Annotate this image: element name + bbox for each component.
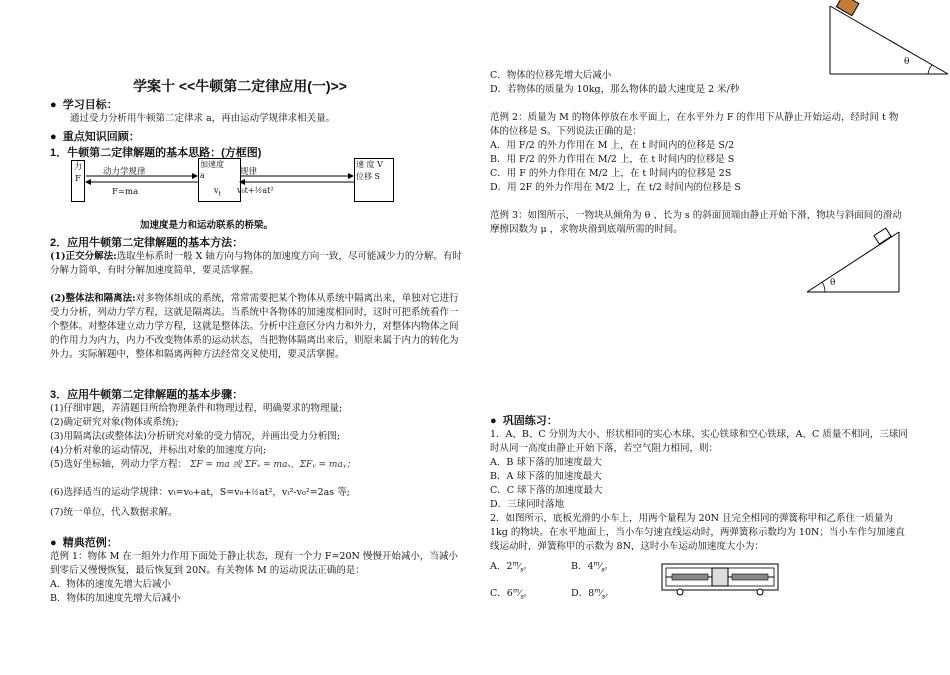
example-1-continued [490,69,820,97]
bullet-icon: ● [50,537,63,549]
example-1-option: B．物体的加速度先增大后减小 [50,593,181,604]
goals-heading: 学习目标： [62,99,118,111]
review-heading: 重点知识回顾： [62,131,140,143]
diagram-box-acceleration: 加速度 a [198,158,241,202]
diagram-box-motion: 速 度 V 位移 S [354,158,394,202]
step5-equation: ΣF = ma 或 ΣFₓ = maₓ，ΣFᵧ = maᵧ； [190,460,356,470]
cart-spring-figure [660,562,780,600]
step-item: (5)选好坐标轴，列动力学方程： ΣF = ma 或 ΣFₓ = maₓ，ΣFᵧ = maᵧ； [50,459,356,470]
step-item: (4)分析对象的运动情况，并标出对象的加速度方向; [50,445,267,456]
example-2-option: A．用 F/2 的外力作用在 M 上，在 t 时间内的位移是 S/2 [490,140,735,151]
formula-f-ma: F=ma [112,187,139,197]
step-item: (7)统一单位，代入数据求解。 [50,507,178,518]
methods-section [50,234,465,362]
diagram-box-force: 力 F [71,160,85,202]
practice-2-option-c: C．$6^m⁄_{s^2}$ [490,586,527,601]
practice-2-option-a: A．$2^m⁄_{s^2}$ [490,559,527,574]
bullet-icon: ● [50,99,63,111]
steps-section [50,386,465,520]
example-2-option: C．用 F 的外力作用在 M/2 上，在 t 时间内的位移是 2S [490,168,732,179]
bullet-icon: ● [490,415,503,427]
example-1-option: A．物体的速度先增大后减小 [50,579,171,590]
practice-heading: 巩固练习： [502,415,558,427]
example-1-text: 范例 1：物体 M 在一组外力作用下面处于静止状态，现有一个力 F=20N 慢慢开始减小，当减小到零后又慢慢恢复，最后恢复到 20N。有关物体 M 的运动说法正确的是： [50,551,458,576]
bullet-icon: ● [50,131,63,143]
goals-section [50,96,470,160]
theta-label-example-3: θ [830,278,836,288]
examples-section [50,534,465,606]
arrow-label-dynamics: 动力学规律 [103,167,146,177]
arrow-label-rule: 规律 [240,167,258,177]
review-item-3: 3．应用牛顿第二定律解题的基本步骤： [50,389,244,401]
practice-2-option-d: D．$8^m⁄_{s^2}$ [571,586,608,601]
theta-label-top: θ [904,57,910,67]
step-item: (1)仔细审题，弄清题目所给物理条件和物理过程，明确要求的物理量; [50,403,343,414]
step-item: (6)选择适当的运动学规律：vₜ=v₀+at，S=v₀+½at²，vₜ²-v₀²=2as 等; [50,487,350,498]
review-item-2: 2．应用牛顿第二定律解题的基本方法： [50,237,244,249]
example-2-text: 范例 2：质量为 M 的物体停放在水平面上，在水平外力 F 的作用下从静止开始运动，经时间 t 物体的位移是 S。下列说法正确的是： [490,112,899,137]
step-item: (2)确定研究对象(物体或系统); [50,417,179,428]
diagram-caption: 加速度是力和运动联系的桥梁。 [140,220,274,231]
review-item-1: 1．牛顿第二定律解题的基本思路：(方框图) [50,147,262,159]
practice-section [490,412,908,554]
example-2-option: B．用 F/2 的外力作用在 M/2 上，在 t 时间内的位移是 S [490,154,735,165]
example-2-option: D．用 2F 的外力作用在 M/2 上，在 t/2 时间内的位移是 S [490,182,741,193]
formula-kinematics: $v_t$ v₀t+½at² [214,186,274,198]
method-orthogonal: (1)正交分解法:选取坐标系时一般 X 轴方向与物体的加速度方向一致，尽可能减少力的分解。有时分解力简单，有时分解加速度简单，要灵活掌握。 [50,251,462,276]
page-title: 学案十 <<牛顿第二定律应用(一)>> [133,78,347,94]
step-item: (3)用隔离法(或整体法)分析研究对象的受力情况，并画出受力分析图; [50,431,341,442]
example-2 [490,111,905,195]
method-whole-isolation: (2)整体法和隔离法:对多物体组成的系统，常常需要把某个物体从系统中隔离出来，单独对它进行受力分析，列动力学方程，这就是隔离法。当系统中各物体的加速度相同时，这时可把系统看作一个整体。对整体建立动力学方程，这就是整体法。分析中注意区分内力和外力，对整体内物体之间的作用力为内力，内力不改变物体系的运动状态，当把物体隔离出来后，则原来属于内力的转化为外力。实际解题中，整体和隔离两种方法经常交叉使用，要灵活掌握。 [50,293,459,360]
examples-heading: 精典范例： [62,537,118,549]
example-1-option: C．物体的位移先增大后减小 [490,70,612,81]
example-3-text: 范例 3：如图所示，一物块从倾角为 θ 、长为 s 的斜面顶端由静止开始下滑，物块与斜面间的滑动摩擦因数为 μ ，求物块滑到底端所需的时间。 [490,210,902,235]
example-1-option: D．若物体的质量为 10kg，那么物体的最大速度是 2 米/秒 [490,84,740,95]
incline-figure-top [828,0,950,76]
practice-1-option: D．三球同时落地 [490,499,565,510]
goals-text: 通过受力分析用牛顿第二定律求 a，再由运动学规律求相关量。 [70,113,336,124]
practice-2-text: 2．如图所示，底板光滑的小车上，用两个量程为 20N 且完全相同的弹簧称甲和乙系住一质量为 1kg 的物块。在水平地面上，当小车匀速直线运动时，两弹簧称示数均为 10N；当小车作匀加速直线运动时，弹簧称甲的示数为 8N，这时小车运动加速度大小为： [490,513,905,552]
practice-1-text: 1．A、B、C 分别为大小、形状相同的实心木球、实心铁球和空心铁球，A、C 质量不相同，三球同时从同一高度由静止开始下落，若空气阻力相同，则： [490,429,908,454]
practice-1-option: A．B 球下落的加速度最大 [490,457,602,468]
incline-figure-example-3 [803,226,903,296]
practice-2-option-b: B．$4^m⁄_{s^2}$ [571,559,608,574]
practice-1-option: B．A 球下落的加速度最大 [490,471,602,482]
practice-1-option: C．C 球下落的加速度最大 [490,485,603,496]
